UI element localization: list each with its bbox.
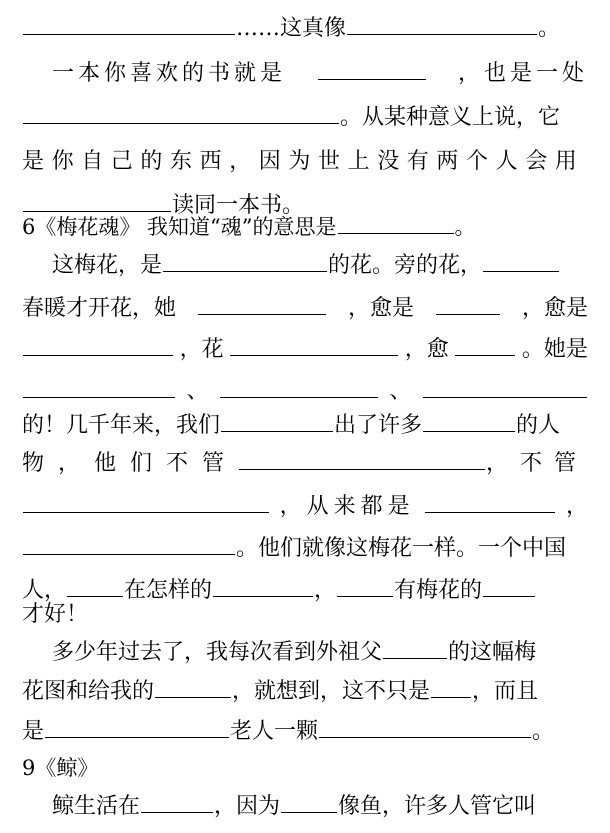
line-text: 有梅花的 <box>394 578 483 603</box>
text-line <box>22 290 588 328</box>
text-line <box>22 407 588 445</box>
line-text: 在怎样的 <box>124 578 213 603</box>
fill-blank[interactable] <box>455 333 515 356</box>
fill-blank[interactable] <box>198 292 326 315</box>
line-text: 。 <box>538 16 561 41</box>
text-line <box>22 713 588 751</box>
text-line <box>22 596 588 634</box>
line-text: 是 <box>22 719 45 744</box>
text-line <box>52 247 588 285</box>
line-text: ，不管 <box>485 451 588 476</box>
text-line <box>22 373 588 411</box>
line-text: 人， <box>22 578 67 603</box>
fill-blank[interactable] <box>431 675 471 698</box>
line-text: ，而且 <box>472 679 539 704</box>
fill-blank[interactable] <box>23 12 235 35</box>
line-text: 老人一颗 <box>230 719 319 744</box>
line-text: 物，他们不管 <box>22 451 239 476</box>
fill-blank[interactable] <box>425 490 555 513</box>
fill-blank[interactable] <box>483 249 559 272</box>
text-line <box>22 530 588 568</box>
fill-blank[interactable] <box>23 101 339 124</box>
line-text: 、 <box>389 379 412 404</box>
line-text: ，就想到，这不只是 <box>232 679 431 704</box>
fill-blank[interactable] <box>239 447 485 470</box>
line-text: 多少年过去了，我每次看到外祖父 <box>52 640 383 665</box>
fill-blank[interactable] <box>347 12 537 35</box>
line-text: ，花 <box>179 337 224 362</box>
line-text: 这梅花，是 <box>52 253 163 278</box>
line-text: ， <box>314 578 337 603</box>
line-text: 一本你喜欢的书就是 <box>52 61 287 86</box>
fill-blank[interactable] <box>230 333 398 356</box>
fill-blank[interactable] <box>318 57 426 80</box>
line-text: 读同一本书。 <box>172 193 305 218</box>
fill-blank[interactable] <box>23 375 175 398</box>
line-text: 。从某种意义上说，它 <box>340 105 561 130</box>
text-line <box>52 788 588 826</box>
line-text: 出了许多 <box>334 413 423 438</box>
line-text: 。她是 <box>521 337 588 362</box>
fill-blank[interactable] <box>483 574 535 597</box>
line-text: 的人 <box>516 413 561 438</box>
line-text: 。 <box>454 215 476 239</box>
fill-blank[interactable] <box>423 409 515 432</box>
line-text: 6《梅花魂》 我知道“魂”的意思是 <box>22 215 337 239</box>
fill-blank[interactable] <box>213 574 313 597</box>
line-text: 的花。旁的花， <box>328 253 483 278</box>
fill-blank[interactable] <box>67 574 123 597</box>
section-heading <box>22 749 588 787</box>
fill-blank[interactable] <box>163 249 327 272</box>
text-line <box>22 10 588 48</box>
text-line <box>22 331 588 369</box>
line-text: 花图和给我的 <box>22 679 155 704</box>
fill-blank[interactable] <box>337 574 393 597</box>
text-line <box>22 445 588 483</box>
fill-blank[interactable] <box>436 292 500 315</box>
fill-blank[interactable] <box>220 375 378 398</box>
line-text: 9《鲸》 <box>22 756 99 780</box>
fill-blank[interactable] <box>319 715 531 738</box>
fill-blank[interactable] <box>23 490 269 513</box>
text-line <box>22 673 588 711</box>
line-text: 。 <box>532 719 555 744</box>
section-heading <box>22 208 588 246</box>
line-text: 像鱼，许多人管它叫 <box>338 794 537 819</box>
line-text: ，愈是 <box>347 296 414 321</box>
line-text: ，愈 <box>404 337 449 362</box>
text-line <box>52 55 588 93</box>
fill-blank[interactable] <box>141 790 213 813</box>
line-text: 。他们就像这梅花一样。一个中国 <box>236 536 567 561</box>
fill-blank[interactable] <box>155 675 231 698</box>
line-text: 才好！ <box>22 602 89 627</box>
line-text: ，从来都是 <box>279 494 415 519</box>
line-text: ，也是一处 <box>457 61 588 86</box>
fill-blank[interactable] <box>45 715 229 738</box>
line-text: 鲸生活在 <box>52 794 141 819</box>
line-text: ，因为 <box>214 794 281 819</box>
fill-blank[interactable] <box>23 532 235 555</box>
fill-blank[interactable] <box>338 211 454 234</box>
fill-blank[interactable] <box>221 409 333 432</box>
text-line <box>52 634 588 672</box>
text-line <box>22 99 588 137</box>
line-text: ，愈是 <box>521 296 588 321</box>
fill-blank[interactable] <box>23 333 173 356</box>
fill-blank[interactable] <box>281 790 337 813</box>
line-text: 、 <box>186 379 209 404</box>
fill-blank[interactable] <box>383 636 447 659</box>
text-line <box>22 143 588 181</box>
line-text: ， <box>565 494 588 519</box>
line-text: 春暖才开花，她 <box>22 296 177 321</box>
line-text: 是你自己的东西，因为世上没有两个人会用 <box>22 149 585 174</box>
line-text: ……这真像 <box>236 16 347 41</box>
line-text: 的这幅梅 <box>448 640 537 665</box>
text-line <box>22 488 588 526</box>
line-text: 的！几千年来，我们 <box>22 413 221 438</box>
fill-blank[interactable] <box>423 375 587 398</box>
